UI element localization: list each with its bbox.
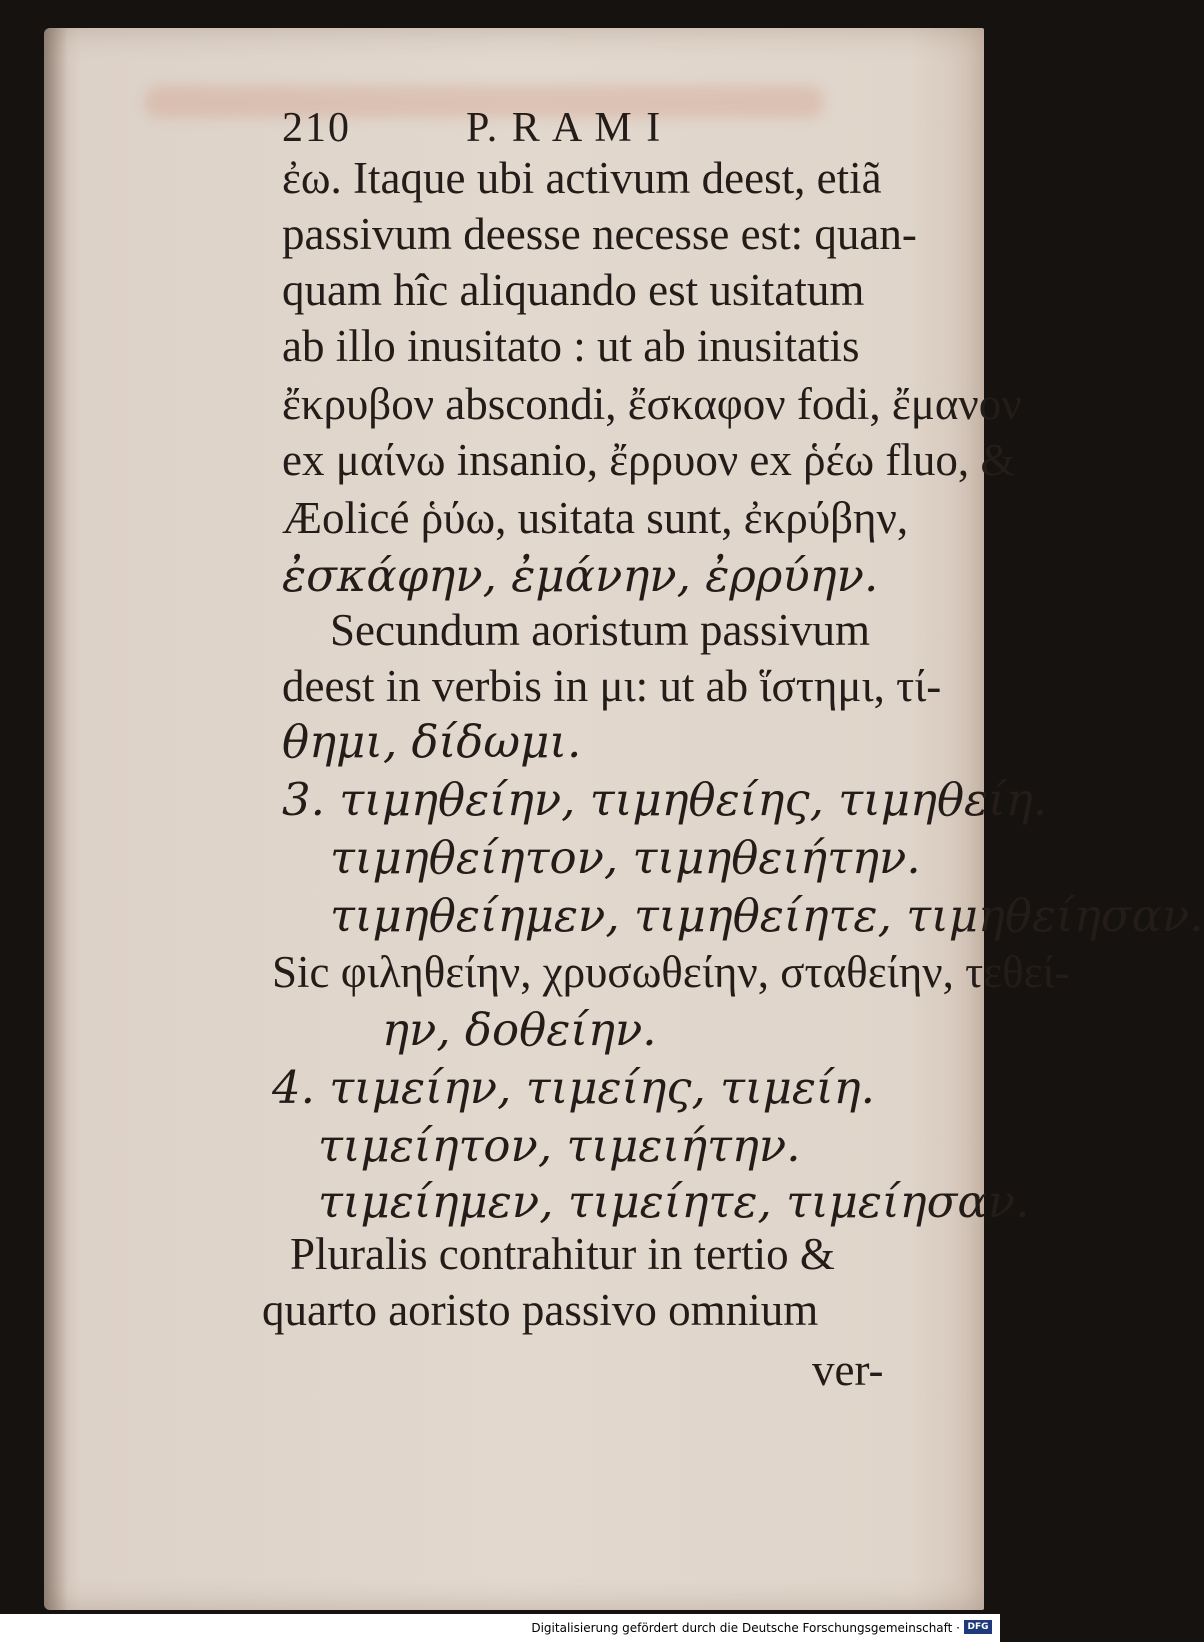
paradigm-line: 3. τιμηθείην, τιμηθείης, τιμηθείη. [282,773,1048,826]
page-number: 210 [282,105,351,151]
text-line: θημι, δίδωμι. [282,715,582,768]
text-line: Pluralis contrahitur in tertio & [290,1229,835,1279]
footer-caption: Digitalisierung gefördert durch die Deutsche Forschungsgemeinschaft · [531,1621,960,1635]
text-line: quam hîc aliquando est usitatum [282,265,865,315]
paradigm-line: τιμηθείημεν, τιμηθείητε, τιμηθείησαν. [330,889,1204,942]
paradigm-line: τιμηθείητον, τιμηθειήτην. [330,831,921,884]
dfg-logo: DFG [964,1620,992,1634]
text-line: Secundum aoristum passivum [330,605,870,655]
text-line: Æolicé ῥύω, usitata sunt, ἐκρύβην, [282,493,909,543]
catchword: ver- [812,1345,884,1395]
paradigm-line: τιμείητον, τιμειήτην. [318,1119,801,1172]
paradigm-line: τιμείημεν, τιμείητε, τιμείησαν. [318,1175,1030,1228]
text-line: deest in verbis in μι: ut ab ἵστημι, τί- [282,661,942,711]
text-line: ab illo inusitato : ut ab inusitatis [282,321,860,371]
text-line: quarto aoristo passivo omnium [262,1285,819,1335]
text-line: Sic φιληθείην, χρυσωθείην, σταθείην, τεθεί- [272,947,1070,997]
text-line: ἔκρυβον abscondi, ἔσκαφον fodi, ἔμανον [282,379,1022,429]
text-line: ex μαίνω insanio, ἔρρυον ex ῥέω fluo, & [282,435,1016,485]
text-line: ην, δοθείην. [382,1003,657,1056]
text-line: ἐω. Itaque ubi activum deest, etiã [282,153,882,203]
paradigm-line: 4. τιμείην, τιμείης, τιμείη. [272,1061,875,1114]
running-head: P. R A M I [466,105,663,151]
digitization-footer [0,1614,1000,1642]
text-line: passivum deesse necesse est: quan- [282,209,917,259]
text-line: ἐσκάφην, ἐμάνην, ἐρρύην. [282,549,879,602]
